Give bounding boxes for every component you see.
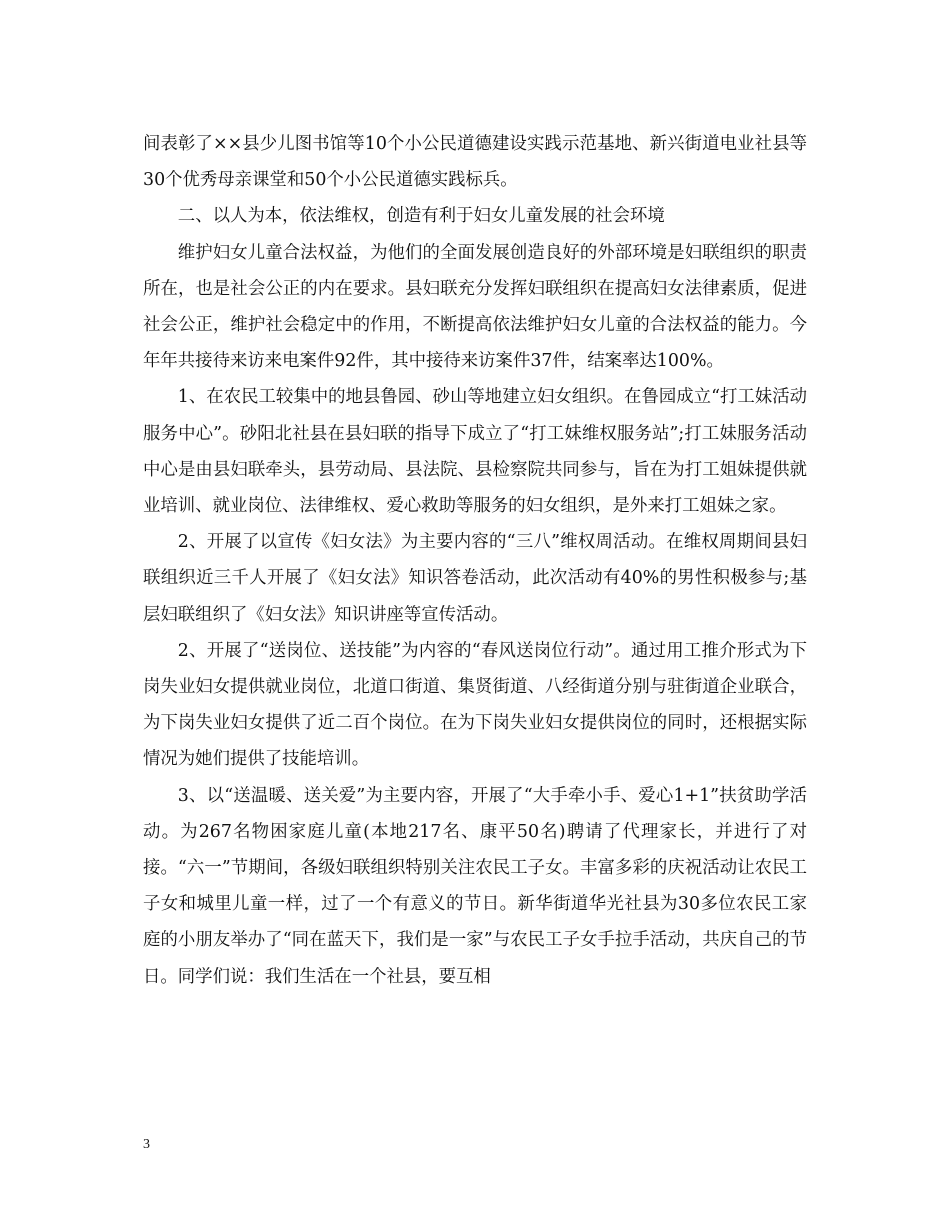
paragraph: 2、开展了以宣传《妇女法》为主要内容的“三八”维权周活动。在维权周期间县妇联组织近三千人开展了《妇女法》知识答卷活动，此次活动有40%的男性积极参与;基层妇联组织了《妇女法》知识讲座等宣传活动。 bbox=[143, 532, 807, 625]
paragraph: 3、以“送温暖、送关爱”为主要内容，开展了“大手牵小手、爱心1+1”扶贫助学活动。为267名物困家庭儿童(本地217名、康平50名)聘请了代理家长，并进行了对接。“六一”节期间，各级妇联组织特别关注农民工子女。丰富多彩的庆祝活动让农民工子女和城里儿童一样，过了一个有意义的节日。新华街道华光社县为30多位农民工家庭的小朋友举办了“同在蓝天下，我们是一家”与农民工子女手拉手活动，共庆自己的节日。同学们说：我们生活在一个社县，要互相 bbox=[143, 785, 807, 987]
paragraph: 1、在农民工较集中的地县鲁园、砂山等地建立妇女组织。在鲁园成立“打工妹活动服务中心”。砂阳北社县在县妇联的指导下成立了“打工妹维权服务站”;打工妹服务活动中心是由县妇联牵头，县劳动局、县法院、县检察院共同参与，旨在为打工姐妹提供就业培训、就业岗位、法律维权、爱心救助等服务的妇女组织，是外来打工姐妹之家。 bbox=[143, 387, 807, 517]
page-number: 3 bbox=[143, 1137, 150, 1152]
paragraph: 维护妇女儿童合法权益，为他们的全面发展创造良好的外部环境是妇联组织的职责所在，也是社会公正的内在要求。县妇联充分发挥妇联组织在提高妇女法律素质，促进社会公正，维护社会稳定中的作用，不断提高依法维护妇女儿童的合法权益的能力。今年年共接待来访来电案件92件，其中接待来访案件37件，结案率达100%。 bbox=[143, 242, 807, 372]
paragraph: 2、开展了“送岗位、送技能”为内容的“春风送岗位行动”。通过用工推介形式为下岗失业妇女提供就业岗位，北道口街道、集贤街道、八经街道分别与驻街道企业联合，为下岗失业妇女提供了近二百个岗位。在为下岗失业妇女提供岗位的同时，还根据实际情况为她们提供了技能培训。 bbox=[143, 640, 807, 770]
paragraph: 间表彰了××县少儿图书馆等10个小公民道德建设实践示范基地、新兴街道电业社县等30个优秀母亲课堂和50个小公民道德实践标兵。 bbox=[143, 134, 807, 191]
section-heading: 二、以人为本，依法维权，创造有利于妇女儿童发展的社会环境 bbox=[177, 206, 665, 227]
body-text bbox=[143, 126, 807, 995]
